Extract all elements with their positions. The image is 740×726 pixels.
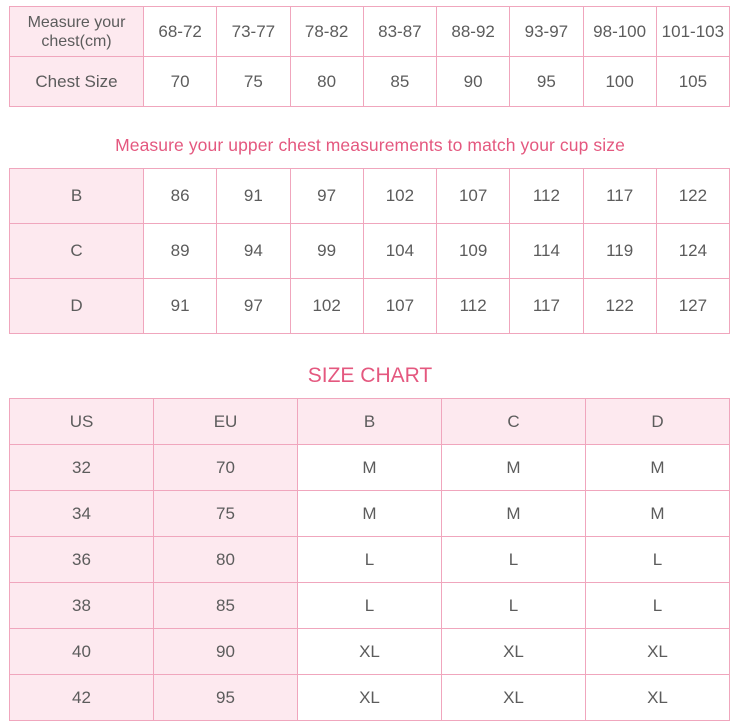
table-row (10, 491, 730, 537)
cup-row-d (10, 279, 730, 334)
cup-value-cell: 91 (217, 169, 290, 224)
cup-value-cell: 89 (144, 224, 217, 279)
eu-size-cell: 75 (154, 491, 298, 537)
us-size-cell: 40 (10, 629, 154, 675)
chest-header-label: Measure your chest(cm) (10, 7, 144, 57)
chest-range-cell: 98-100 (583, 7, 656, 57)
cup-value-cell: 99 (290, 224, 363, 279)
letter-size-cell: XL (298, 629, 442, 675)
eu-size-cell: 85 (154, 583, 298, 629)
cup-label: B (10, 169, 144, 224)
letter-size-cell: XL (442, 675, 586, 721)
cup-value-cell: 107 (437, 169, 510, 224)
size-chart-table (9, 398, 730, 721)
cup-value-cell: 112 (510, 169, 583, 224)
eu-size-cell: 70 (154, 445, 298, 491)
us-size-cell: 34 (10, 491, 154, 537)
header-cup-b: B (298, 399, 442, 445)
chest-size-cell: 95 (510, 57, 583, 107)
us-size-cell: 38 (10, 583, 154, 629)
cup-value-cell: 122 (583, 279, 656, 334)
letter-size-cell: L (442, 583, 586, 629)
chest-range-cell: 83-87 (363, 7, 436, 57)
size-chart-title: SIZE CHART (307, 364, 433, 387)
cup-row-b (10, 169, 730, 224)
cup-value-cell: 97 (290, 169, 363, 224)
letter-size-cell: M (442, 491, 586, 537)
cup-value-cell: 124 (656, 224, 729, 279)
letter-size-cell: XL (586, 629, 730, 675)
size-chart-header-row (10, 399, 730, 445)
chest-size-label: Chest Size (10, 57, 144, 107)
letter-size-cell: XL (298, 675, 442, 721)
chest-range-cell: 101-103 (656, 7, 729, 57)
cup-size-table (9, 168, 730, 334)
cup-value-cell: 107 (363, 279, 436, 334)
cup-label: D (10, 279, 144, 334)
letter-size-cell: XL (442, 629, 586, 675)
cup-value-cell: 117 (583, 169, 656, 224)
letter-size-cell: L (298, 583, 442, 629)
table-row (10, 537, 730, 583)
us-size-cell: 32 (10, 445, 154, 491)
letter-size-cell: L (586, 537, 730, 583)
chest-range-row (10, 7, 730, 57)
cup-value-cell: 94 (217, 224, 290, 279)
letter-size-cell: M (298, 445, 442, 491)
cup-value-cell: 102 (363, 169, 436, 224)
letter-size-cell: L (442, 537, 586, 583)
letter-size-cell: M (586, 445, 730, 491)
upper-chest-title: Measure your upper chest measurements to match your cup size (115, 135, 625, 155)
letter-size-cell: M (298, 491, 442, 537)
cup-value-cell: 114 (510, 224, 583, 279)
cup-value-cell: 97 (217, 279, 290, 334)
letter-size-cell: XL (586, 675, 730, 721)
letter-size-cell: M (586, 491, 730, 537)
chest-range-cell: 68-72 (144, 7, 217, 57)
header-us: US (10, 399, 154, 445)
chest-size-cell: 80 (290, 57, 363, 107)
header-cup-c: C (442, 399, 586, 445)
letter-size-cell: M (442, 445, 586, 491)
chest-size-cell: 70 (144, 57, 217, 107)
header-eu: EU (154, 399, 298, 445)
chest-measurement-table (9, 6, 730, 107)
header-cup-d: D (586, 399, 730, 445)
chest-size-cell: 85 (363, 57, 436, 107)
table-row (10, 445, 730, 491)
chest-size-cell: 75 (217, 57, 290, 107)
chest-range-cell: 93-97 (510, 7, 583, 57)
us-size-cell: 36 (10, 537, 154, 583)
eu-size-cell: 90 (154, 629, 298, 675)
letter-size-cell: L (298, 537, 442, 583)
table-row (10, 675, 730, 721)
table-row (10, 583, 730, 629)
chest-size-cell: 90 (437, 57, 510, 107)
chest-range-cell: 88-92 (437, 7, 510, 57)
us-size-cell: 42 (10, 675, 154, 721)
cup-value-cell: 86 (144, 169, 217, 224)
cup-value-cell: 127 (656, 279, 729, 334)
cup-value-cell: 104 (363, 224, 436, 279)
cup-value-cell: 102 (290, 279, 363, 334)
cup-value-cell: 122 (656, 169, 729, 224)
chest-size-cell: 100 (583, 57, 656, 107)
chest-range-cell: 73-77 (217, 7, 290, 57)
chest-size-cell: 105 (656, 57, 729, 107)
chest-range-cell: 78-82 (290, 7, 363, 57)
letter-size-cell: L (586, 583, 730, 629)
cup-value-cell: 109 (437, 224, 510, 279)
cup-label: C (10, 224, 144, 279)
chest-size-row (10, 57, 730, 107)
cup-value-cell: 119 (583, 224, 656, 279)
eu-size-cell: 80 (154, 537, 298, 583)
cup-value-cell: 117 (510, 279, 583, 334)
cup-row-c (10, 224, 730, 279)
table-row (10, 629, 730, 675)
eu-size-cell: 95 (154, 675, 298, 721)
cup-value-cell: 91 (144, 279, 217, 334)
cup-value-cell: 112 (437, 279, 510, 334)
